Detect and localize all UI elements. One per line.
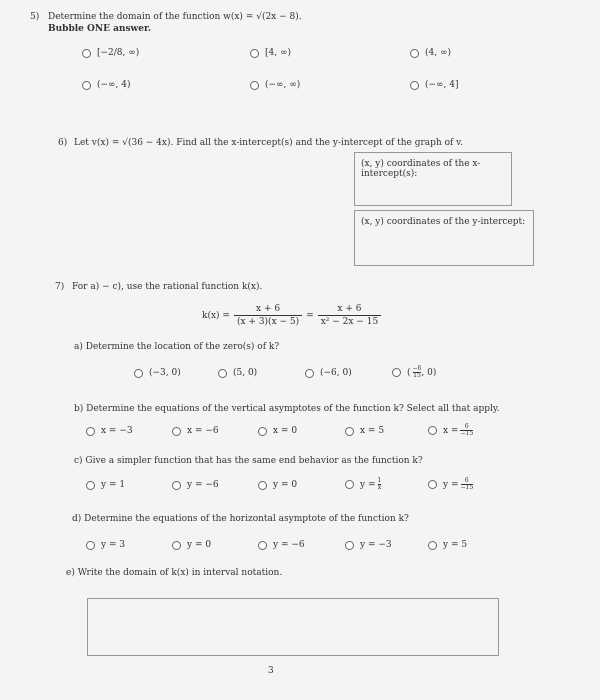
q7c-option-2[interactable] — [172, 480, 219, 490]
option-label: (−∞, ∞) — [265, 80, 301, 90]
radio-button[interactable] — [82, 81, 91, 90]
q5-prompt: Determine the domain of the function w(x) = √(2x − 8). — [48, 12, 302, 22]
q7c-prompt: c) Give a simpler function that has the same end behavior as the function k? — [74, 456, 423, 466]
y-intercept-answer-box[interactable] — [354, 210, 534, 266]
radio-button[interactable] — [172, 541, 181, 550]
q7d-option-1[interactable] — [86, 540, 125, 550]
q5-option-3[interactable] — [410, 48, 451, 58]
option-label-lhs: x = — [443, 425, 459, 436]
checkbox-button[interactable] — [258, 427, 267, 436]
radio-button[interactable] — [172, 481, 181, 490]
radio-button[interactable] — [392, 368, 401, 377]
q5-option-5[interactable] — [250, 80, 300, 90]
fraction-numerator: x + 6 — [337, 304, 362, 314]
q7a-option-4[interactable] — [392, 366, 436, 379]
q5-option-4[interactable] — [82, 80, 131, 90]
fraction-denominator: −15 — [460, 484, 474, 491]
checkbox-button[interactable] — [172, 427, 181, 436]
q5-number: 5) — [30, 12, 40, 22]
q7d-option-4[interactable] — [345, 540, 392, 550]
q7c-option-4[interactable] — [345, 478, 381, 491]
option-label: x = −3 — [101, 426, 133, 436]
radio-button[interactable] — [258, 541, 267, 550]
fraction-numerator: 1 — [377, 477, 382, 484]
q7b-option-2[interactable] — [172, 426, 219, 436]
option-label: x = −6 — [187, 426, 219, 436]
q6-number: 6) — [58, 138, 68, 148]
option-label: y = 3 — [101, 540, 126, 550]
x-intercept-answer-box[interactable] — [354, 152, 512, 206]
option-label: y = 0 — [273, 480, 298, 490]
y-intercept-label: (x, y) coordinates of the y-intercept: — [361, 217, 526, 227]
option-label: x = 0 — [273, 426, 298, 436]
rational-function-equation — [202, 304, 385, 327]
option-label: y = −3 — [360, 540, 392, 550]
fraction-numerator: 6 — [464, 477, 469, 484]
option-label: (−3, 0) — [149, 368, 181, 378]
radio-button[interactable] — [410, 49, 419, 58]
fraction-denominator: 15 — [413, 372, 421, 379]
radio-button[interactable] — [86, 481, 95, 490]
radio-button[interactable] — [258, 481, 267, 490]
equation-fraction-1 — [234, 304, 302, 327]
q7d-option-5[interactable] — [428, 540, 467, 550]
q5-instruction: Bubble ONE answer. — [48, 24, 152, 34]
radio-button[interactable] — [218, 369, 227, 378]
radio-button[interactable] — [345, 480, 354, 489]
q7a-prompt: a) Determine the location of the zero(s) of k? — [74, 342, 280, 352]
fraction-numerator: x + 6 — [256, 304, 281, 314]
radio-button[interactable] — [86, 541, 95, 550]
option-label: y = −6 — [187, 480, 219, 490]
radio-button[interactable] — [250, 81, 259, 90]
fraction-denominator: −15 — [460, 430, 474, 437]
option-label: y = 0 — [187, 540, 212, 550]
domain-answer-box[interactable] — [87, 598, 499, 656]
option-label: y = 5 — [443, 540, 468, 550]
equation-equals: = — [306, 310, 314, 321]
q7e-prompt: e) Write the domain of k(x) in interval notation. — [66, 568, 283, 578]
option-label: y = −6 — [273, 540, 305, 550]
option-fraction — [378, 478, 382, 491]
q7c-option-5[interactable] — [428, 478, 473, 491]
option-label: (4, ∞) — [425, 48, 451, 58]
q7c-option-3[interactable] — [258, 480, 297, 490]
q7d-option-2[interactable] — [172, 540, 211, 550]
q7b-option-5[interactable] — [428, 424, 473, 437]
radio-button[interactable] — [250, 49, 259, 58]
option-label: (5, 0) — [233, 368, 258, 378]
q7-prompt: For a) − c), use the rational function k(x). — [72, 282, 263, 292]
q7b-option-1[interactable] — [86, 426, 133, 436]
q7d-prompt: d) Determine the equations of the horizontal asymptote of the function k? — [72, 514, 409, 524]
option-fraction — [460, 424, 473, 437]
q7d-option-3[interactable] — [258, 540, 305, 550]
checkbox-button[interactable] — [428, 426, 437, 435]
q5-option-2[interactable] — [250, 48, 291, 58]
radio-button[interactable] — [428, 480, 437, 489]
option-label: (−∞, 4] — [425, 80, 459, 90]
checkbox-button[interactable] — [86, 427, 95, 436]
q7a-option-1[interactable] — [134, 368, 181, 378]
option-fraction — [413, 366, 422, 379]
option-label-lhs: y = — [360, 479, 376, 490]
option-label: (−∞, 4) — [97, 80, 131, 90]
equation-lhs: k(x) = — [202, 310, 230, 321]
radio-button[interactable] — [345, 541, 354, 550]
radio-button[interactable] — [410, 81, 419, 90]
option-label-close: , 0) — [421, 367, 437, 378]
radio-button[interactable] — [134, 369, 143, 378]
fraction-denominator: (x + 3)(x − 5) — [234, 315, 302, 327]
q7b-option-4[interactable] — [345, 426, 384, 436]
option-label-lhs: y = — [443, 479, 459, 490]
q7-number: 7) — [55, 282, 65, 292]
radio-button[interactable] — [305, 369, 314, 378]
checkbox-button[interactable] — [345, 427, 354, 436]
equation-fraction-2 — [318, 304, 381, 327]
option-label: y = 1 — [101, 480, 126, 490]
radio-button[interactable] — [428, 541, 437, 550]
option-label: (−6, 0) — [320, 368, 352, 378]
page-number: 3 — [268, 666, 274, 676]
fraction-denominator: x — [377, 484, 382, 491]
q5-option-6[interactable] — [410, 80, 459, 90]
q7a-option-3[interactable] — [305, 368, 352, 378]
radio-button[interactable] — [82, 49, 91, 58]
option-fraction — [461, 478, 474, 491]
q7c-option-1[interactable] — [86, 480, 125, 490]
q7a-option-2[interactable] — [218, 368, 257, 378]
q5-option-1[interactable] — [82, 48, 139, 58]
x-intercept-label: (x, y) coordinates of the x-intercept(s): — [361, 159, 481, 179]
fraction-numerator: 6 — [464, 423, 469, 430]
option-label: [−2/8, ∞) — [97, 48, 140, 58]
q7b-option-3[interactable] — [258, 426, 297, 436]
q7b-prompt: b) Determine the equations of the vertical asymptotes of the function k? Select all that apply. — [74, 404, 500, 414]
option-label-open: ( — [407, 367, 411, 378]
fraction-denominator: x² − 2x − 15 — [318, 315, 381, 327]
fraction-numerator: −6 — [412, 365, 422, 372]
q6-prompt: Let v(x) = √(36 − 4x). Find all the x-intercept(s) and the y-intercept of the graph of v. — [74, 138, 464, 148]
option-label: x = 5 — [360, 426, 385, 436]
option-label: [4, ∞) — [265, 48, 291, 58]
